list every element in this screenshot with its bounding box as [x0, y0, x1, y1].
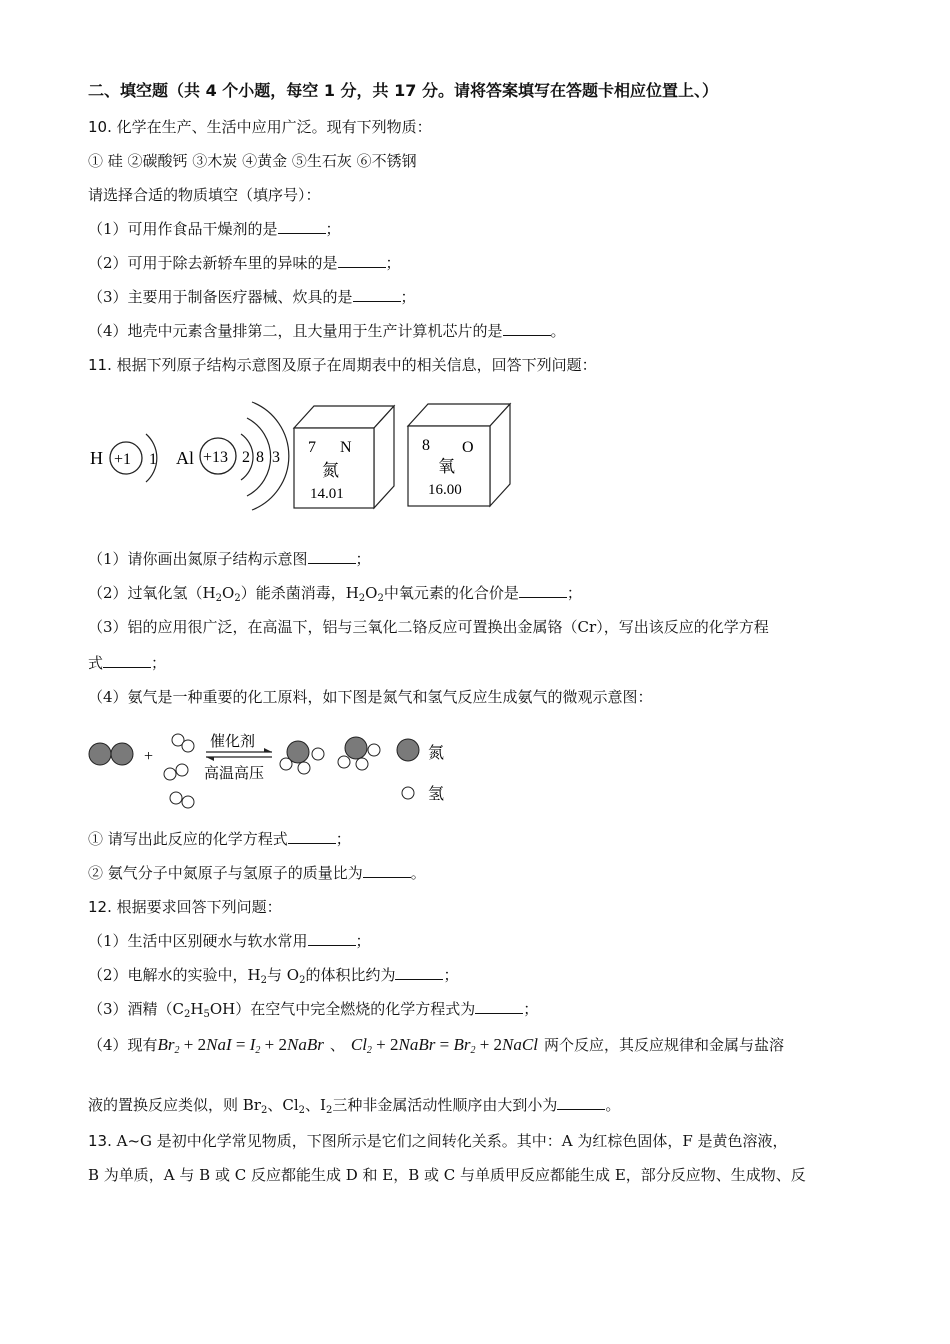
- hydrogen-atom: [338, 756, 350, 768]
- legend-nitrogen-label: 氮: [428, 745, 445, 762]
- hydrogen-atom: [170, 792, 182, 804]
- o-symbol: O: [462, 439, 474, 456]
- hydrogen-atom: [182, 740, 194, 752]
- q10-options: ① 硅 ②碳酸钙 ③木炭 ④黄金 ⑤生石灰 ⑥不锈钢: [88, 152, 417, 170]
- q11-stem: 11. 根据下列原子结构示意图及原子在周期表中的相关信息，回答下列问题：: [88, 356, 597, 374]
- q13-stem-line1: 13. A~G 是初中化学常见物质，下图所示是它们之间转化关系。其中：A 为红棕色固体，F 是黄色溶液，: [88, 1132, 788, 1150]
- q11-part1: （1）请你画出氮原子结构示意图 ；: [88, 550, 371, 568]
- hydrogen-atom: [182, 796, 194, 808]
- q11-part3-line2: 式 ；: [88, 654, 167, 672]
- condition-label: 高温高压: [204, 766, 265, 782]
- al-shell-3-count: 3: [272, 449, 280, 466]
- al-nucleus-charge: +13: [203, 449, 229, 466]
- h-nucleus-charge: +1: [114, 451, 132, 468]
- o-atomic-mass: 16.00: [428, 482, 462, 498]
- al-shell-1-count: 2: [242, 449, 250, 466]
- n-symbol: N: [340, 439, 352, 456]
- al-shell-2-count: 8: [256, 449, 264, 466]
- n-name: 氮: [322, 461, 339, 480]
- equation-1: $Br_2 + 2NaI = I_2$ + 2NaBr: [157, 1035, 324, 1056]
- answer-blank[interactable]: [288, 829, 336, 844]
- answer-blank[interactable]: [103, 653, 151, 668]
- h-electron-count: 1: [149, 451, 157, 468]
- q12-part4-line2: 液的置换反应类似，则 $Br_2$、$Cl_2$、$I_2$三种非金属活动性顺序由大到小为 。: [88, 1096, 621, 1116]
- atom-structure-figure: [86, 396, 526, 518]
- n-atomic-mass: 14.01: [310, 486, 344, 502]
- hydrogen-atom: [280, 758, 292, 770]
- answer-blank[interactable]: [475, 999, 523, 1014]
- q11-part4: （4）氨气是一种重要的化工原料，如下图是氮气和氢气反应生成氨气的微观示意图：: [88, 688, 653, 706]
- hydrogen-atom: [176, 764, 188, 776]
- answer-blank[interactable]: [308, 931, 356, 946]
- answer-blank[interactable]: [519, 583, 567, 598]
- q10-part3: （3）主要用于制备医疗器械、炊具的是 ；: [88, 288, 416, 306]
- hydrogen-atom: [312, 748, 324, 760]
- answer-blank[interactable]: [278, 219, 326, 234]
- legend-nitrogen-atom: [397, 739, 419, 761]
- hydrogen-atom: [368, 744, 380, 756]
- q12-part3: （3）酒精$(C_2H_5OH)$在空气中完全燃烧的化学方程式为 ；: [88, 1000, 539, 1020]
- answer-blank[interactable]: [363, 863, 411, 878]
- q12-part1: （1）生活中区别硬水与软水常用 ；: [88, 932, 371, 950]
- equation-2: $Cl_2$ + 2NaBr = $Br_2$ + 2NaCl: [350, 1035, 538, 1056]
- q10-part4: （4）地壳中元素含量排第二，且大量用于生产计算机芯片的是 。: [88, 322, 566, 340]
- hydrogen-atom: [164, 768, 176, 780]
- q11-part3-line1: （3）铝的应用很广泛，在高温下，铝与三氧化二铬反应可置换出金属铬（Cr），写出该反应的化学方程: [88, 618, 769, 636]
- q10-part2: （2）可用于除去新轿车里的异味的是 ；: [88, 254, 401, 272]
- nitrogen-atom: [89, 743, 111, 765]
- plus-sign: +: [144, 748, 154, 765]
- catalyst-label: 催化剂: [210, 734, 256, 750]
- n-atomic-number: 7: [308, 439, 316, 456]
- answer-blank[interactable]: [395, 965, 443, 980]
- q12-stem: 12. 根据要求回答下列问题：: [88, 898, 282, 916]
- nitrogen-atom: [345, 737, 367, 759]
- q12-part4-line1: （4）现有$Br_2 + 2NaI = I_2$ + 2NaBr 、 $Cl_2$ + 2NaBr = $Br_2$ + 2NaCl 两个反应，其反应规律和金属与盐溶: [88, 1035, 784, 1056]
- nitrogen-atom: [111, 743, 133, 765]
- q10-stem: 10. 化学在生产、生活中应用广泛。现有下列物质：: [88, 118, 432, 136]
- h-symbol: H: [90, 448, 103, 468]
- q11-sub2: ② 氨气分子中氮原子与氢原子的质量比为 。: [88, 864, 426, 882]
- al-symbol: Al: [176, 448, 194, 468]
- q11-part2: （2）过氧化氢$(H_2O_2)$能杀菌消毒，$H_2O_2$中氧元素的化合价是 ；: [88, 584, 582, 604]
- ammonia-reaction-diagram: [86, 726, 466, 814]
- answer-blank[interactable]: [557, 1095, 605, 1110]
- q12-part2: （2）电解水的实验中，$H_2$与 $O_2$的体积比约为 ；: [88, 966, 459, 986]
- o-atomic-number: 8: [422, 437, 430, 454]
- o-name: 氧: [438, 457, 455, 476]
- legend-hydrogen-atom: [402, 787, 414, 799]
- nitrogen-element-box: [294, 406, 394, 508]
- oxygen-element-box: [408, 404, 510, 506]
- q10-instruction: 请选择合适的物质填空（填序号）：: [88, 186, 321, 204]
- answer-blank[interactable]: [503, 321, 551, 336]
- hydrogen-atom: [298, 762, 310, 774]
- answer-blank[interactable]: [353, 287, 401, 302]
- q13-stem-line2: B 为单质，A 与 B 或 C 反应都能生成 D 和 E，B 或 C 与单质甲反应都能生成 E，部分反应物、生成物、反: [88, 1166, 806, 1184]
- q11-sub1: ① 请写出此反应的化学方程式 ；: [88, 830, 351, 848]
- answer-blank[interactable]: [308, 549, 356, 564]
- legend-hydrogen-label: 氢: [428, 786, 445, 803]
- hydrogen-atom: [356, 758, 368, 770]
- answer-blank[interactable]: [338, 253, 386, 268]
- q10-part1: （1）可用作食品干燥剂的是 ；: [88, 220, 341, 238]
- section-title: 二、填空题（共 4 个小题，每空 1 分，共 17 分。请将答案填写在答题卡相应位置上、）: [88, 81, 718, 100]
